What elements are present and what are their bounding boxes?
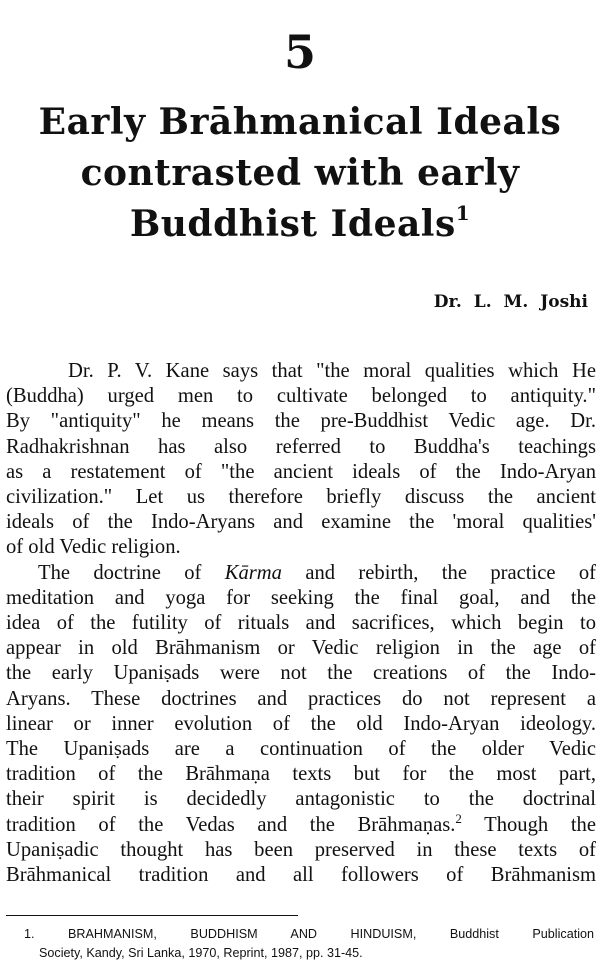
footnote-reference-2[interactable]: 2	[455, 810, 462, 826]
paragraph-line: appear in old Brāhmanism or Vedic religion in the age of	[6, 637, 596, 660]
footnote-divider	[6, 915, 298, 916]
paragraph-line: of old Vedic religion.	[6, 536, 181, 559]
paragraph-line	[6, 810, 596, 838]
paragraph-line-text: The doctrine of	[38, 561, 225, 584]
paragraph-line	[6, 561, 596, 586]
paragraph-line: meditation and yoga for seeking the final goal, and the	[6, 586, 596, 609]
paragraph-line: Aryans. These doctrines and practices do not represent a	[6, 687, 596, 710]
paragraph-line: their spirit is decidedly antagonistic to the doctrinal	[6, 788, 596, 811]
body-paragraphs	[6, 359, 596, 888]
paragraph-line: as a restatement of "the ancient ideals of the Indo-Aryan	[6, 460, 596, 483]
paragraph-line: ideals of the Indo-Aryans and examine the 'moral qualities'	[6, 511, 596, 534]
paragraph-line: linear or inner evolution of the old Indo-Aryan ideology.	[6, 712, 596, 735]
footnote-1	[24, 925, 594, 963]
chapter-title-line: Early Brāhmanical Ideals	[38, 101, 562, 143]
italic-term: Kārma	[224, 561, 282, 584]
paragraph-line: civilization." Let us therefore briefly discuss the ancient	[6, 486, 596, 509]
paragraph-line: Upaniṣadic thought has been preserved in these texts of	[6, 838, 596, 861]
paragraph-line: the early Upaniṣads were not the creations of the Indo-	[6, 662, 596, 685]
paragraph-line: Dr. P. V. Kane says that "the moral qualities which He	[68, 360, 596, 382]
paragraph-line: tradition of the Brāhmaṇa texts but for the most part,	[6, 763, 596, 786]
chapter-title-line-text: Buddhist Ideals	[129, 203, 456, 245]
chapter-title-line	[0, 199, 600, 250]
paragraph-line-text: and rebirth, the practice of	[281, 561, 596, 584]
footnote-line: Society, Kandy, Sri Lanka, 1970, Reprint, 1987, pp. 31-45.	[39, 946, 363, 960]
author-byline: Dr. L. M. Joshi	[433, 292, 588, 312]
paragraph-line: (Buddha) urged men to cultivate belonged to antiquity."	[6, 385, 596, 408]
footnote-reference-1[interactable]: 1	[455, 201, 471, 225]
footnote-line: 1. BRAHMANISM, BUDDHISM AND HINDUISM, Buddhist Publication	[24, 927, 594, 941]
chapter-title-line: contrasted with early	[80, 152, 520, 194]
paragraph-line: Radhakrishnan has also referred to Buddha's teachings	[6, 435, 596, 458]
paragraph-line: Brāhmanical tradition and all followers of Brāhmanism	[6, 864, 596, 887]
paragraph-line: idea of the futility of rituals and sacrifices, which begin to	[6, 612, 596, 635]
paragraph-line: The Upaniṣads are a continuation of the older Vedic	[6, 738, 596, 761]
paragraph-line-text: tradition of the Vedas and the Brāhmaṇas.	[6, 813, 456, 836]
paragraph-line-text: Though the	[461, 813, 596, 836]
paragraph-line: By "antiquity" he means the pre-Buddhist Vedic age. Dr.	[6, 410, 596, 433]
chapter-number: 5	[283, 25, 316, 79]
chapter-title	[0, 97, 600, 250]
